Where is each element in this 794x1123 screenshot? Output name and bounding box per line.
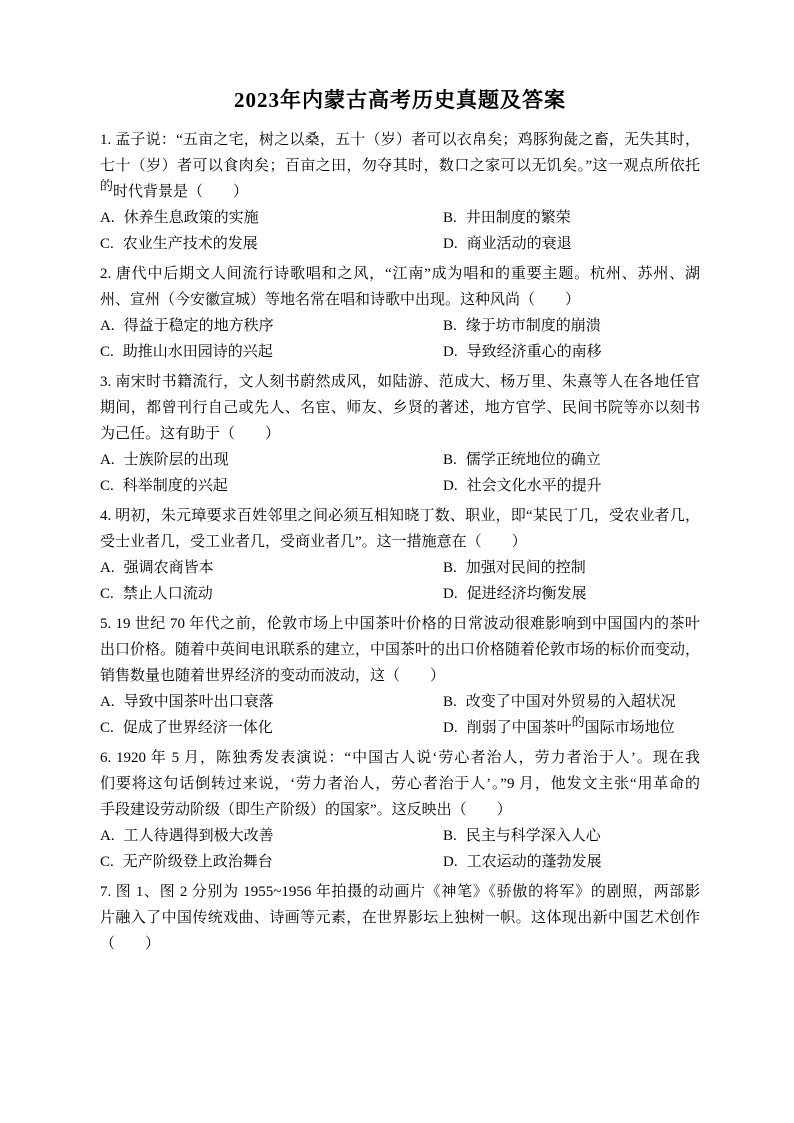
option-label: B. xyxy=(443,694,457,710)
question-2-option-c xyxy=(100,339,443,365)
option-text: 农业生产技术的发展 xyxy=(122,236,258,252)
question-3 xyxy=(100,369,700,499)
raised-character: 的 xyxy=(100,178,114,193)
option-text: 休养生息政策的实施 xyxy=(123,210,259,226)
option-label: B. xyxy=(443,560,457,576)
question-6 xyxy=(100,745,700,875)
question-6-option-d xyxy=(443,849,700,875)
option-text: 改变了中国对外贸易的入超状况 xyxy=(465,694,676,710)
option-label: C. xyxy=(100,720,114,736)
page-title: 2023年内蒙古高考历史真题及答案 xyxy=(234,88,566,112)
option-label: D. xyxy=(443,344,458,360)
option-text: 科举制度的兴起 xyxy=(122,478,228,494)
question-7 xyxy=(100,879,700,957)
option-text: 促成了世界经济一体化 xyxy=(122,720,273,736)
option-label: A. xyxy=(100,694,115,710)
option-label: B. xyxy=(443,210,457,226)
option-text: 禁止人口流动 xyxy=(122,586,213,602)
question-6-options xyxy=(100,823,700,875)
option-text: 井田制度的繁荣 xyxy=(465,210,571,226)
question-1-option-a xyxy=(100,205,443,231)
option-label: A. xyxy=(100,560,115,576)
question-6-option-c xyxy=(100,849,443,875)
question-3-option-d xyxy=(443,473,700,499)
question-2-line-1: 2. 唐代中后期文人间流行诗歌唱和之风，“江南”成为唱和的重要主题。杭州、苏州、湖 xyxy=(100,266,700,282)
question-6-line-2: 们要将这句话倒转过来说，‘劳力者治人，劳心者治于人’。”9 月，他发文主张“用革命的 xyxy=(100,776,700,792)
question-4-line-2: 受士业者几，受工业者几，受商业者几”。这一措施意在（ ） xyxy=(100,534,527,550)
question-7-line-3: （ ） xyxy=(100,936,161,952)
question-3-line-3: 为己任。这有助于（ ） xyxy=(100,426,281,442)
raised-character: 的 xyxy=(571,714,585,729)
option-text: 工农运动的蓬勃发展 xyxy=(466,854,602,870)
question-2-option-b xyxy=(443,313,700,339)
question-1-line-1: 1. 孟子说：“五亩之宅，树之以桑，五十（岁）者可以衣帛矣；鸡豚狗彘之畜，无失其时， xyxy=(100,132,700,148)
question-1-option-c xyxy=(100,231,443,257)
option-text: 加强对民间的控制 xyxy=(465,560,586,576)
question-1-options xyxy=(100,205,700,257)
option-label: B. xyxy=(443,318,457,334)
option-label: A. xyxy=(100,452,115,468)
question-1 xyxy=(100,127,700,257)
question-6-line-1: 6. 1920 年 5 月，陈独秀发表演说：“中国古人说‘劳心者治人，劳力者治于人’。现在我 xyxy=(100,750,700,766)
question-4-line-1: 4. 明初，朱元璋要求百姓邻里之间必须互相知晓丁数、职业，即“某民丁几，受农业者几， xyxy=(100,508,700,524)
option-text: 民主与科学深入人心 xyxy=(465,828,601,844)
question-5-line-3: 销售数量也随着世界经济的变动而波动，这（ ） xyxy=(100,668,446,684)
question-5-option-b xyxy=(443,689,700,715)
option-text: 助推山水田园诗的兴起 xyxy=(122,344,273,360)
question-2 xyxy=(100,261,700,365)
question-3-line-1: 3. 南宋时书籍流行，文人刻书蔚然成风，如陆游、范成大、杨万里、朱熹等人在各地任官 xyxy=(100,374,700,390)
option-text: 导致中国茶叶出口衰落 xyxy=(123,694,274,710)
option-text: 社会文化水平的提升 xyxy=(466,478,602,494)
option-label: C. xyxy=(100,236,114,252)
question-7-line-2: 片融入了中国传统戏曲、诗画等元素，在世界影坛上独树一帜。这体现出新中国艺术创作 xyxy=(100,910,700,926)
option-label: D. xyxy=(443,720,458,736)
question-6-option-a xyxy=(100,823,443,849)
question-4-option-c xyxy=(100,581,443,607)
question-6-line-3: 手段建设劳动阶级（即生产阶级）的国家”。这反映出（ ） xyxy=(100,802,512,818)
option-label: C. xyxy=(100,344,114,360)
option-text: 促进经济均衡发展 xyxy=(466,586,587,602)
option-label: C. xyxy=(100,478,114,494)
question-4 xyxy=(100,503,700,607)
option-label: C. xyxy=(100,854,114,870)
question-4-option-b xyxy=(443,555,700,581)
option-label: D. xyxy=(443,236,458,252)
question-6-option-b xyxy=(443,823,700,849)
question-5-line-1: 5. 19 世纪 70 年代之前，伦敦市场上中国茶叶价格的日常波动很难影响到中国国内的茶叶 xyxy=(100,616,700,632)
option-label: A. xyxy=(100,828,115,844)
option-text: 削弱了中国茶叶的国际市场地位 xyxy=(466,714,675,736)
question-2-option-a xyxy=(100,313,443,339)
question-7-line-1: 7. 图 1、图 2 分别为 1955~1956 年拍摄的动画片《神笔》《骄傲的将军》的剧照，两部影 xyxy=(100,884,700,900)
option-text: 工人待遇得到极大改善 xyxy=(123,828,274,844)
option-text: 儒学正统地位的确立 xyxy=(465,452,601,468)
option-text: 得益于稳定的地方秩序 xyxy=(123,318,274,334)
question-4-option-a xyxy=(100,555,443,581)
question-3-option-c xyxy=(100,473,443,499)
question-3-option-a xyxy=(100,447,443,473)
option-text: 商业活动的衰退 xyxy=(466,236,572,252)
option-label: A. xyxy=(100,318,115,334)
option-text: 缘于坊市制度的崩溃 xyxy=(465,318,601,334)
option-text: 士族阶层的出现 xyxy=(123,452,229,468)
question-2-option-d xyxy=(443,339,700,365)
question-1-line-3: 的时代背景是（ ） xyxy=(100,178,249,200)
question-2-line-2: 州、宣州（今安徽宣城）等地名常在唱和诗歌中出现。这种风尚（ ） xyxy=(100,292,581,308)
question-2-options xyxy=(100,313,700,365)
question-4-option-d xyxy=(443,581,700,607)
option-label: A. xyxy=(100,210,115,226)
question-1-option-d xyxy=(443,231,700,257)
question-5-option-d xyxy=(443,715,700,741)
question-5-option-c xyxy=(100,715,443,741)
question-5-option-a xyxy=(100,689,443,715)
question-3-line-2: 期间，都曾刊行自己或先人、名宦、师友、乡贤的著述，地方官学、民间书院等亦以刻书 xyxy=(100,400,700,416)
question-4-options xyxy=(100,555,700,607)
question-1-line-2: 七十（岁）者可以食肉矣；百亩之田，勿夺其时，数口之家可以无饥矣。”这一观点所依托 xyxy=(100,158,700,174)
option-label: D. xyxy=(443,854,458,870)
option-label: B. xyxy=(443,828,457,844)
question-5 xyxy=(100,611,700,741)
question-1-option-b xyxy=(443,205,700,231)
question-3-options xyxy=(100,447,700,499)
option-label: D. xyxy=(443,586,458,602)
question-5-line-2: 出口价格。随着中英间电讯联系的建立，中国茶叶的出口价格随着伦敦市场的标价而变动， xyxy=(100,642,701,658)
option-label: D. xyxy=(443,478,458,494)
option-text: 无产阶级登上政治舞台 xyxy=(122,854,273,870)
option-label: B. xyxy=(443,452,457,468)
question-3-option-b xyxy=(443,447,700,473)
option-label: C. xyxy=(100,586,114,602)
question-5-options xyxy=(100,689,700,741)
option-text: 强调农商皆本 xyxy=(123,560,214,576)
option-text: 导致经济重心的南移 xyxy=(466,344,602,360)
